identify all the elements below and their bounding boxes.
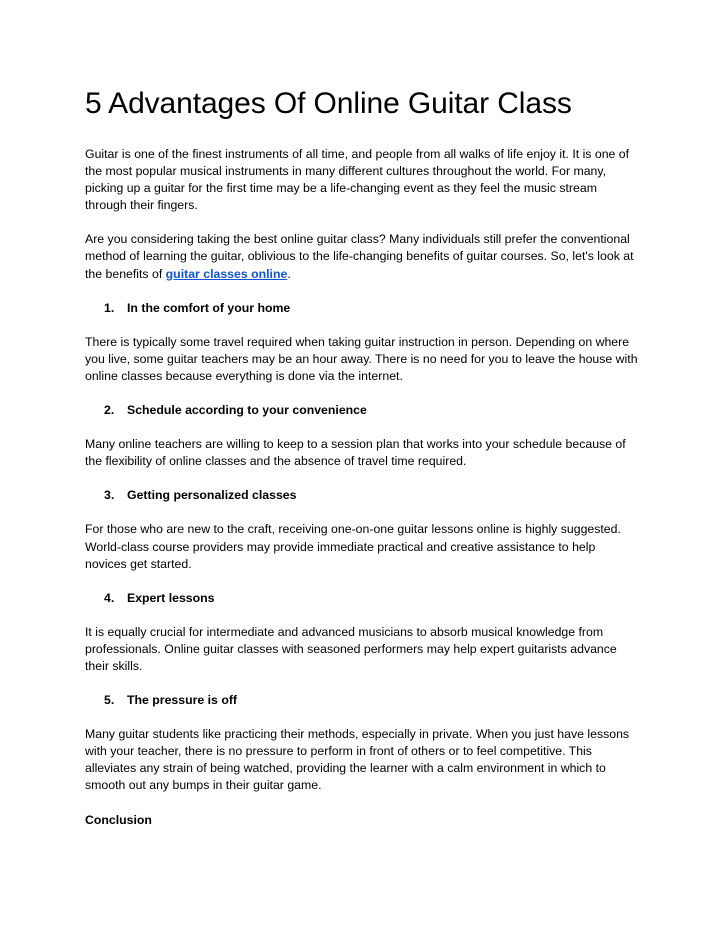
section-3-body: For those who are new to the craft, receiving one-on-one guitar lessons online is highly suggested. World-class course providers may provide immediate practical and creative assistance to help novices get started. (85, 522, 621, 571)
section-2-number: 2. (104, 403, 115, 418)
section-4-number: 4. (104, 590, 115, 605)
conclusion-heading: Conclusion (85, 812, 152, 827)
intro-paragraph: Guitar is one of the finest instruments of all time, and people from all walks of life enjoy it. It is one of the most popular musical instruments in many different cultures throughout the world. For many, picking up a guitar for the first time may be a life-changing event as they feel the music stream through their fingers. (85, 147, 630, 213)
section-5-heading (85, 692, 640, 709)
document-page (85, 84, 640, 829)
section-1-number: 1. (104, 300, 115, 315)
benefits-intro-end: . (287, 266, 291, 281)
benefits-intro-paragraph (85, 231, 640, 282)
section-2-body: Many online teachers are willing to keep to a session plan that works into your schedule because of the flexibility of online classes and the absence of travel time required. (85, 437, 626, 469)
section-5-body: Many guitar students like practicing their methods, especially in private. When you just have lessons with your teacher, there is no pressure to perform in front of others or to feel competitive. This alleviates any strain of being watched, providing the learner with a calm environment in which to smooth out any bumps in their guitar game. (85, 727, 630, 793)
section-4-heading (85, 590, 640, 607)
benefits-intro-text: Are you considering taking the best online guitar class? Many individuals still prefer the conventional method of learning the guitar, oblivious to the life-changing benefits of guitar courses. So, let's look at the benefits of (85, 232, 634, 281)
section-2-heading (85, 402, 640, 419)
section-2-title: Schedule according to your convenience (127, 403, 367, 418)
section-1-heading (85, 300, 640, 317)
guitar-classes-online-link[interactable]: guitar classes online (165, 266, 288, 281)
section-5-number: 5. (104, 693, 115, 708)
section-3-heading (85, 487, 640, 504)
section-4-body: It is equally crucial for intermediate and advanced musicians to absorb musical knowledge from professionals. Online guitar classes with seasoned performers may help expert guitarists advance their skills. (85, 624, 617, 673)
section-4-title: Expert lessons (127, 590, 215, 605)
section-1-body: There is typically some travel required when taking guitar instruction in person. Depending on where you live, some guitar teachers may be an hour away. There is no need for you to leave the house with online classes because everything is done via the internet. (85, 334, 638, 383)
section-5-title: The pressure is off (127, 693, 238, 708)
section-3-number: 3. (104, 488, 115, 503)
page-title: 5 Advantages Of Online Guitar Class (85, 87, 572, 120)
section-3-title: Getting personalized classes (127, 488, 297, 503)
section-1-title: In the comfort of your home (127, 300, 291, 315)
